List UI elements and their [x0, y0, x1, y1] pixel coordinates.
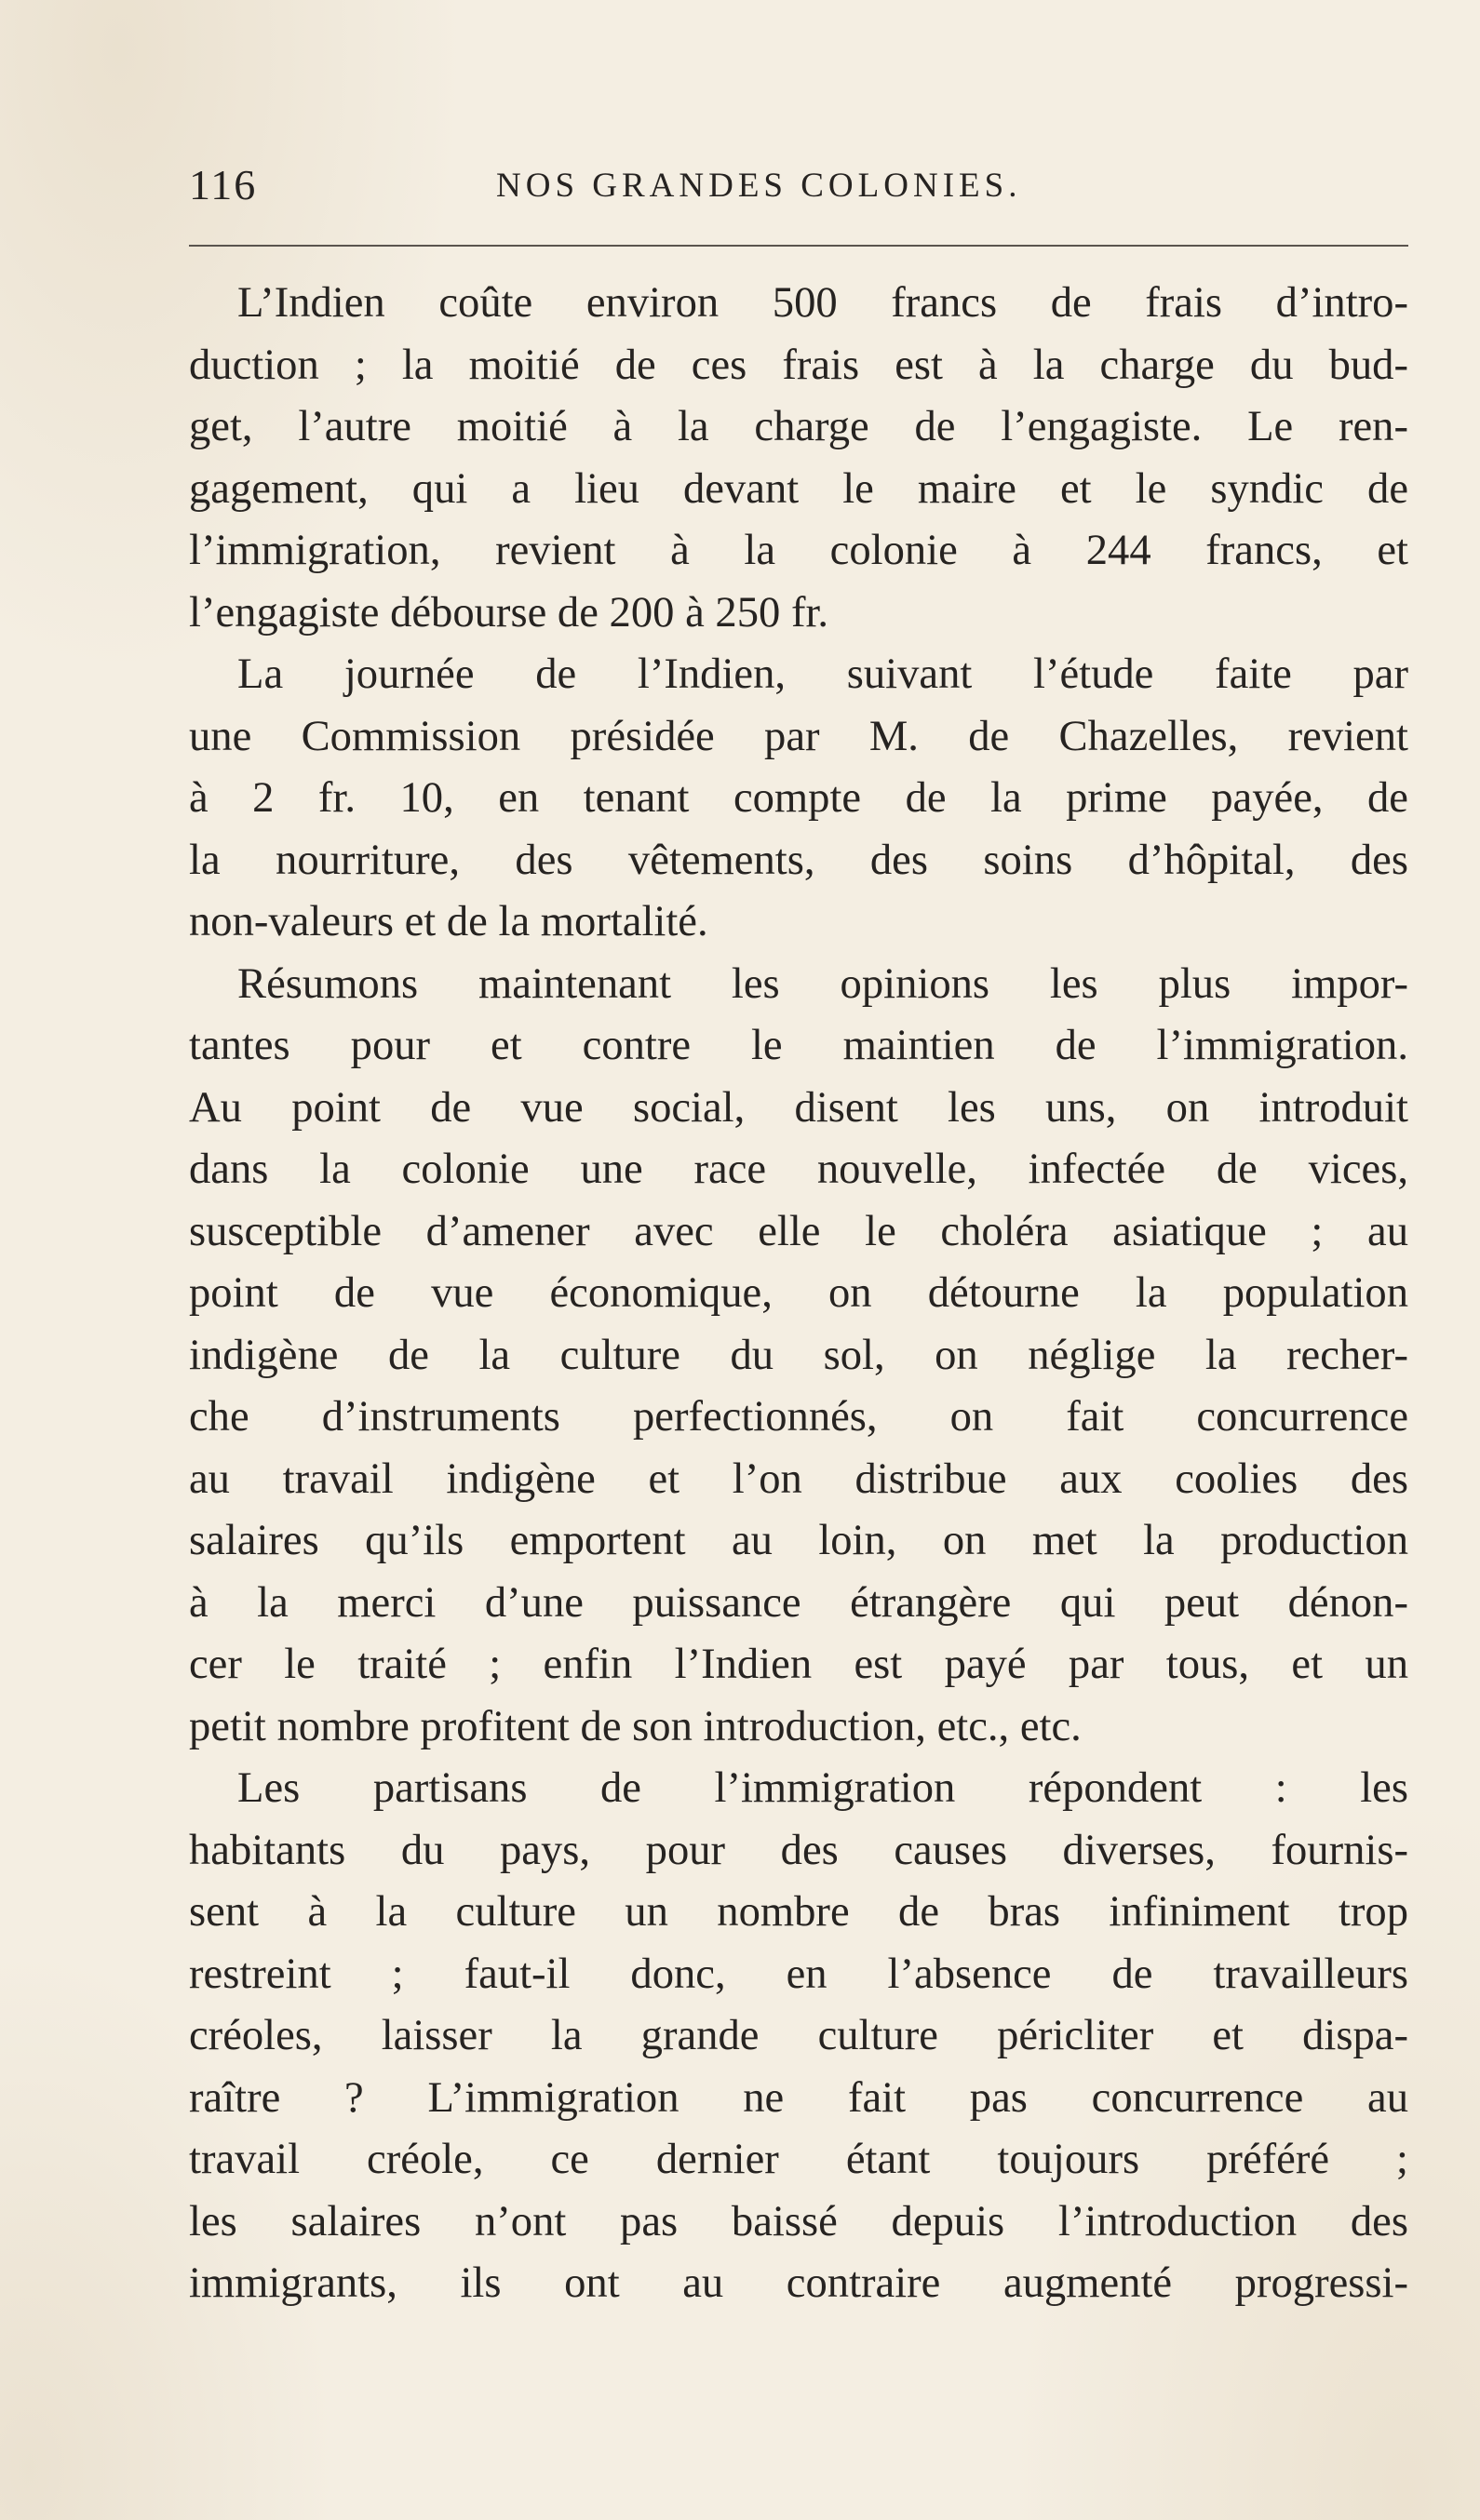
text-line: che d’instruments perfectionnés, on fait concurrence [189, 1392, 1408, 1441]
text-line: cer le traité ; enfin l’Indien est payé par tous, et un [189, 1640, 1408, 1688]
text-line: Au point de vue social, disent les uns, on introduit [189, 1082, 1408, 1132]
text-line: Résumons maintenant les opinions les plus impor- [237, 958, 1408, 1008]
text-line: immigrants, ils ont au contraire augmenté progressi- [189, 2259, 1408, 2307]
text-line: La journée de l’Indien, suivant l’étude faite par [237, 650, 1408, 698]
body-text [189, 272, 1408, 2314]
text-line: restreint ; faut-il donc, en l’absence de travailleurs [189, 1949, 1408, 1998]
text-line: une Commission présidée par M. de Chazelles, revient [189, 711, 1408, 760]
text-line: Les partisans de l’immigration répondent : les [237, 1763, 1408, 1812]
running-head [189, 160, 1408, 216]
text-line: l’engagiste débourse de 200 à 250 fr. [189, 587, 829, 637]
page-number: 116 [189, 161, 258, 208]
text-line: les salaires n’ont pas baissé depuis l’introduction des [189, 2196, 1408, 2245]
paragraph [189, 953, 1408, 1758]
paragraph [189, 272, 1408, 643]
text-line: travail créole, ce dernier étant toujours préféré ; [189, 2135, 1408, 2183]
text-line: susceptible d’amener avec elle le choléra asiatique ; au [189, 1206, 1408, 1255]
text-line: non-valeurs et de la mortalité. [189, 897, 708, 945]
text-line: salaires qu’ils emportent au loin, on met la production [189, 1516, 1408, 1564]
text-line: point de vue économique, on détourne la population [189, 1268, 1408, 1317]
text-line: à la merci d’une puissance étrangère qui peut dénon- [189, 1577, 1408, 1627]
text-line: tantes pour et contre le maintien de l’immigration. [189, 1021, 1408, 1069]
text-line: à 2 fr. 10, en tenant compte de la prime payée, de [189, 773, 1408, 822]
text-line: raître ? L’immigration ne fait pas concurrence au [189, 2072, 1408, 2122]
running-title: NOS GRANDES COLONIES. [496, 167, 1022, 205]
paragraph [189, 643, 1408, 953]
text-line: indigène de la culture du sol, on néglige la recher- [189, 1330, 1408, 1379]
header-rule [189, 245, 1408, 247]
text-line: dans la colonie une race nouvelle, infectée de vices, [189, 1145, 1408, 1193]
text-line: la nourriture, des vêtements, des soins d’hôpital, des [189, 835, 1408, 884]
text-line: duction ; la moitié de ces frais est à la charge du bud- [189, 340, 1408, 389]
text-line: petit nombre profitent de son introduction, etc., etc. [189, 1701, 1082, 1750]
text-line: L’Indien coûte environ 500 francs de frais d’intro- [237, 278, 1408, 327]
paragraph [189, 1757, 1408, 2314]
text-line: créoles, laisser la grande culture péricliter et dispa- [189, 2011, 1408, 2059]
text-line: au travail indigène et l’on distribue aux coolies des [189, 1454, 1408, 1503]
text-line: gagement, qui a lieu devant le maire et le syndic de [189, 463, 1408, 513]
text-line: l’immigration, revient à la colonie à 244 francs, et [189, 526, 1408, 574]
text-line: sent à la culture un nombre de bras infiniment trop [189, 1887, 1408, 1936]
text-line: habitants du pays, pour des causes diverses, fournis- [189, 1825, 1408, 1874]
text-line: get, l’autre moitié à la charge de l’engagiste. Le ren- [189, 402, 1408, 450]
